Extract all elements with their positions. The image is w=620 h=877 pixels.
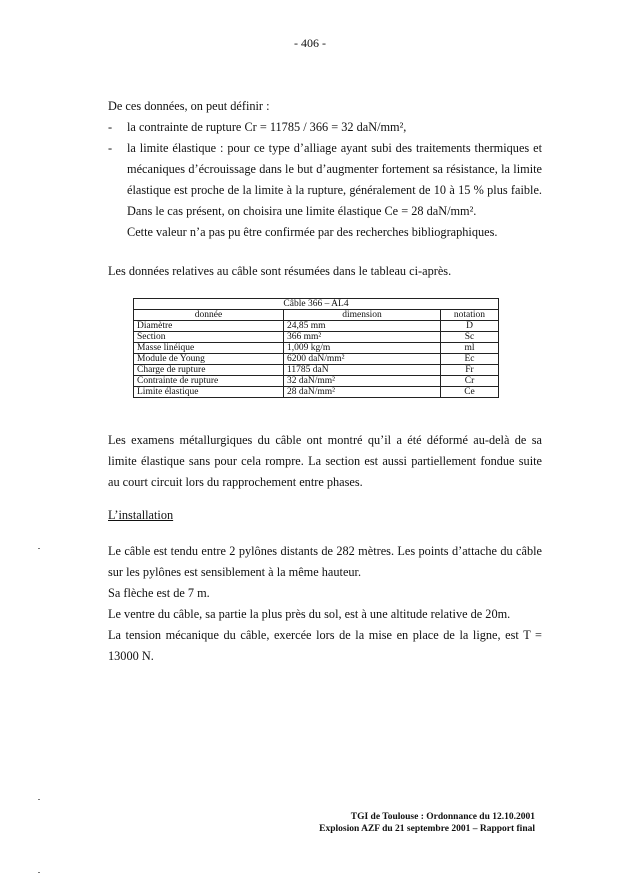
section-heading: L’installation [108,508,174,522]
table-cell: 366 mm² [284,332,441,343]
list-item-rupture [108,117,542,138]
table-cell: Charge de rupture [134,365,284,376]
installation-paragraph: Le ventre du câble, sa partie la plus près du sol, est à une altitude relative de 20m. [108,607,511,621]
table-row [134,387,499,398]
table-cell: 32 daN/mm² [284,376,441,387]
table-row [134,354,499,365]
table-cell: Sc [441,332,499,343]
table-cell: 28 daN/mm² [284,387,441,398]
table-row [134,365,499,376]
footer-line: TGI de Toulouse : Ordonnance du 12.10.2001 [350,812,535,822]
scan-speck [38,872,40,873]
definitions-list [108,117,542,243]
table-cell: Diamètre [134,321,284,332]
list-dash: - [108,141,113,155]
scan-speck [38,799,40,800]
examens-paragraph: Les examens métallurgiques du câble ont montré qu’il a été déformé au-delà de sa limite élastique sans pour cela rompre. La section est aussi partiellement fondue suite au court circuit lors du rapprochement entre phases. [108,433,542,489]
table-header-row [134,310,499,321]
table-cell: Fr [441,365,499,376]
list-item-text: la contrainte de rupture Cr = 11785 / 366 = 32 daN/mm², [127,120,407,134]
table-intro: Les données relatives au câble sont résumées dans le tableau ci-après. [108,264,452,278]
page-number: - 406 - [294,36,326,50]
table-cell: ml [441,343,499,354]
table-cell: Limite élastique [134,387,284,398]
intro-paragraph: De ces données, on peut définir : [108,99,270,113]
table-cell: 11785 daN [284,365,441,376]
table-cell: Contrainte de rupture [134,376,284,387]
list-note: Cette valeur n’a pas pu être confirmée par des recherches bibliographiques. [127,225,498,239]
cable-data-table [133,298,499,398]
column-header-notation: notation [441,310,499,321]
table-title-row [134,299,499,310]
installation-paragraph: La tension mécanique du câble, exercée lors de la mise en place de la ligne, est T = 13000 N. [108,628,542,663]
installation-paragraph: Le câble est tendu entre 2 pylônes distants de 282 mètres. Les points d’attache du câble sur les pylônes est sensiblement à la même hauteur. [108,544,542,579]
page-footer [280,811,535,835]
table-cell: Module de Young [134,354,284,365]
installation-section [108,541,542,667]
list-item-elastique [108,138,542,222]
table-cell: Ec [441,354,499,365]
table-cell: 6200 daN/mm² [284,354,441,365]
table-cell: Ce [441,387,499,398]
list-dash: - [108,120,113,134]
table-row [134,376,499,387]
table-row [134,321,499,332]
footer-line: Explosion AZF du 21 septembre 2001 – Rapport final [319,824,535,834]
installation-paragraph: Sa flèche est de 7 m. [108,586,210,600]
table-cell: 1,009 kg/m [284,343,441,354]
list-item-text: la limite élastique : pour ce type d’alliage ayant subi des traitements thermiques et mécaniques d’écrouissage dans le but d’augmenter fortement sa résistance, la limite élastique est proche de la limite à la rupture, généralement de 10 à 15 % plus faible. Dans le cas présent, on choisira une limite élastique Ce = 28 daN/mm². [127,141,542,218]
table-cell: Masse linéique [134,343,284,354]
column-header-donnee: donnée [134,310,284,321]
table-cell: 24,85 mm [284,321,441,332]
table-cell: Section [134,332,284,343]
table-row [134,343,499,354]
table-cell: D [441,321,499,332]
table-title: Câble 366 – AL4 [134,299,499,310]
scan-speck [38,548,40,549]
table-row [134,332,499,343]
table-cell: Cr [441,376,499,387]
column-header-dimension: dimension [284,310,441,321]
